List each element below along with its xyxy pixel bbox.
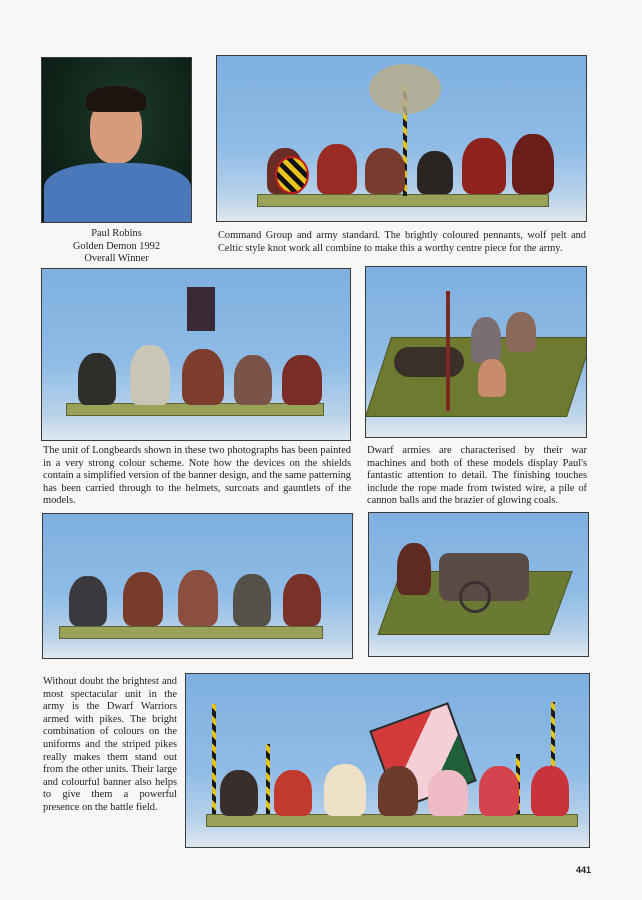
figure: [78, 353, 116, 405]
caption-title: Overall Winner: [84, 253, 149, 265]
figure: [182, 349, 224, 405]
figure-bases: [59, 626, 323, 639]
unit-banner: [187, 287, 215, 331]
portrait-shirt: [44, 163, 191, 223]
figure: [428, 770, 468, 816]
command-group-caption: Command Group and army standard. The brightly coloured pennants, wolf pelt and Celtic style knot work all combine to make this a worthy centre piece for the army.: [218, 230, 586, 254]
figure: [178, 570, 218, 626]
crew-figure: [397, 543, 431, 595]
longbeards-caption: The unit of Longbeards shown in these two photographs has been painted in a very strong colour scheme. Note how the devices on the shields contain a simplified version of the banner design, and the same patterning has been carried through to the helmets, surcoats and gauntlets of the models.: [43, 445, 351, 507]
rammer-pole: [446, 291, 450, 411]
figure: [417, 151, 453, 194]
figure: [365, 148, 405, 194]
longbeards-second-photo: [42, 513, 353, 659]
figure: [233, 574, 271, 626]
figure: [123, 572, 163, 626]
pike: [266, 744, 270, 814]
figure: [462, 138, 506, 194]
longbeards-photo: [41, 268, 351, 441]
figure: [378, 766, 418, 816]
portrait-photo: [41, 57, 192, 223]
crew-figure: [506, 312, 536, 352]
figure: [130, 345, 170, 405]
figure: [283, 574, 321, 626]
pike-warriors-photo: [185, 673, 590, 848]
war-machines-caption: Dwarf armies are characterised by their war machines and both of these models display Paul's fantastic attention to detail. The finishing touches include the rope made from twisted wire, a pile of cannon balls and the brazier of glowing coals.: [367, 445, 587, 507]
figure: [274, 770, 312, 816]
figure: [324, 764, 366, 816]
caption-award: Golden Demon 1992: [72, 240, 161, 252]
cannon-photo: [365, 266, 587, 438]
figure: [479, 766, 519, 816]
caption-name: Paul Robins: [91, 228, 142, 239]
page-number: 441: [576, 865, 592, 875]
command-group-photo: [216, 55, 587, 222]
figure: [220, 770, 258, 816]
figure: [282, 355, 322, 405]
standard-banner: [369, 64, 441, 114]
figure: [69, 576, 107, 626]
bolt-thrower-wheel: [459, 581, 491, 613]
portrait-hair: [86, 86, 146, 112]
figure: [512, 134, 554, 194]
figure: [531, 766, 569, 816]
figure: [317, 144, 357, 194]
crew-figure: [471, 317, 501, 363]
portrait-caption: [41, 228, 192, 266]
figure: [234, 355, 272, 405]
pike-warriors-caption: Without doubt the brightest and most spectacular unit in the army is the Dwarf Warriors armed with pikes. The bright combination of colours on the uniforms and the striped pikes really makes them stand out from the other units. Their large and colourful banner also helps to give them a powerful presence on the battle field.: [43, 676, 177, 813]
bolt-thrower-photo: [368, 512, 589, 657]
shield: [275, 156, 309, 194]
crew-figure: [478, 359, 506, 397]
pike: [212, 704, 216, 814]
cannon-barrel: [394, 347, 464, 377]
